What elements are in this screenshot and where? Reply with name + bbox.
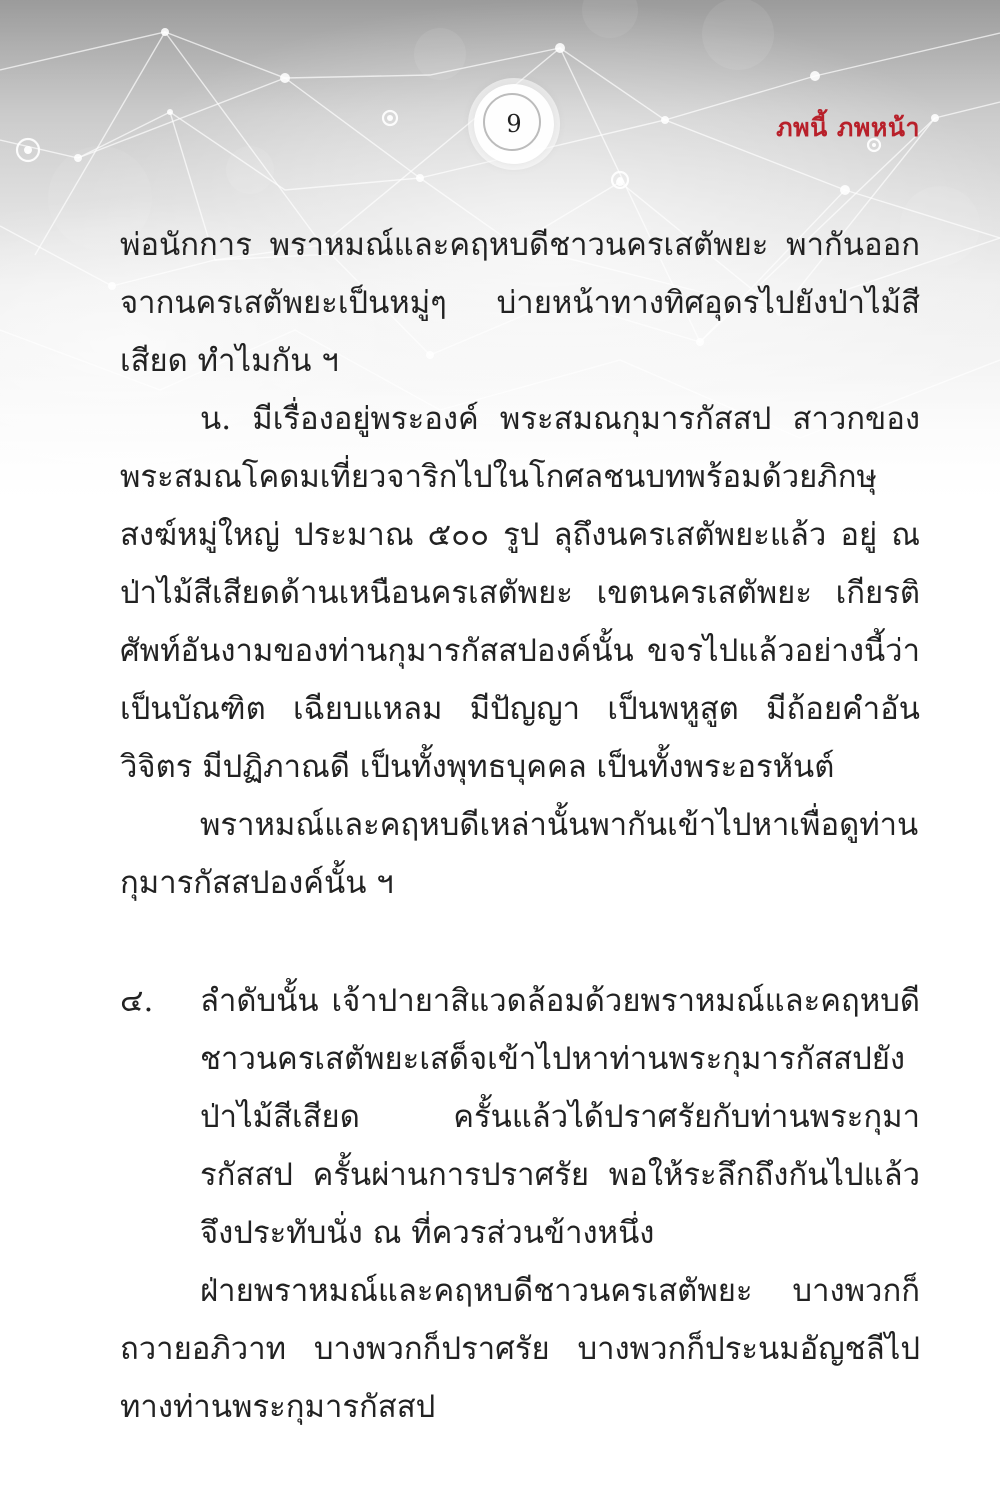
paragraph-4: ลำดับนั้น เจ้าปายาสิแวดล้อมด้วยพราหมณ์และคฤหบดีชาวนครเสตัพยะเสด็จเข้าไปหาท่านพระกุมารกัสสปยังป่าไม้สีเสียด ครั้นแล้วได้ปราศรัยกับท่านพระกุมารกัสสป ครั้นผ่านการปราศรัย พอให้ระลึกถึงกันไปแล้ว จึงประทับนั่ง ณ ที่ควรส่วนข้างหนึ่ง (200, 983, 920, 1251)
section-spacer (120, 912, 920, 972)
running-title: ภพนี้ ภพหน้า (776, 113, 920, 142)
numbered-section-4 (120, 972, 920, 1262)
paragraph-5: ฝ่ายพราหมณ์และคฤหบดีชาวนครเสตัพยะ บางพวกก็ถวายอภิวาท บางพวกก็ปราศรัย บางพวกก็ประนมอัญชลีไปทางท่านพระกุมารกัสสป (120, 1273, 920, 1425)
page-number: 9 (506, 110, 522, 138)
paragraph-2: น. มีเรื่องอยู่พระองค์ พระสมณกุมารกัสสป สาวกของพระสมณโคดมเที่ยวจาริกไปในโกศลชนบทพร้อมด้วยภิกษุสงฆ์หมู่ใหญ่ ประมาณ ๕๐๐ รูป ลุถึงนครเสตัพยะแล้ว อยู่ ณ ป่าไม้สีเสียดด้านเหนือนครเสตัพยะ เขตนครเสตัพยะ เกียรติศัพท์อันงามของท่านกุมารกัสสปองค์นั้น ขจรไปแล้วอย่างนี้ว่า เป็นบัณฑิต เฉียบแหลม มีปัญญา เป็นพหูสูต มีถ้อยคำอันวิจิตร มีปฏิภาณดี เป็นทั้งพุทธบุคคล เป็นทั้งพระอรหันต์ (120, 401, 920, 785)
paragraph-3: พราหมณ์และคฤหบดีเหล่านั้นพากันเข้าไปหาเพื่อดูท่านกุมารกัสสปองค์นั้น ฯ (120, 807, 919, 901)
paragraph-1: พ่อนักการ พราหมณ์และคฤหบดีชาวนครเสตัพยะ พากันออกจากนครเสตัพยะเป็นหมู่ๆ บ่ายหน้าทางทิศอุดรไปยังป่าไม้สีเสียด ทำไมกัน ฯ (120, 227, 920, 379)
main-text (120, 216, 920, 1436)
section-number: ๔. (120, 983, 154, 1019)
page-number-badge (474, 84, 554, 164)
